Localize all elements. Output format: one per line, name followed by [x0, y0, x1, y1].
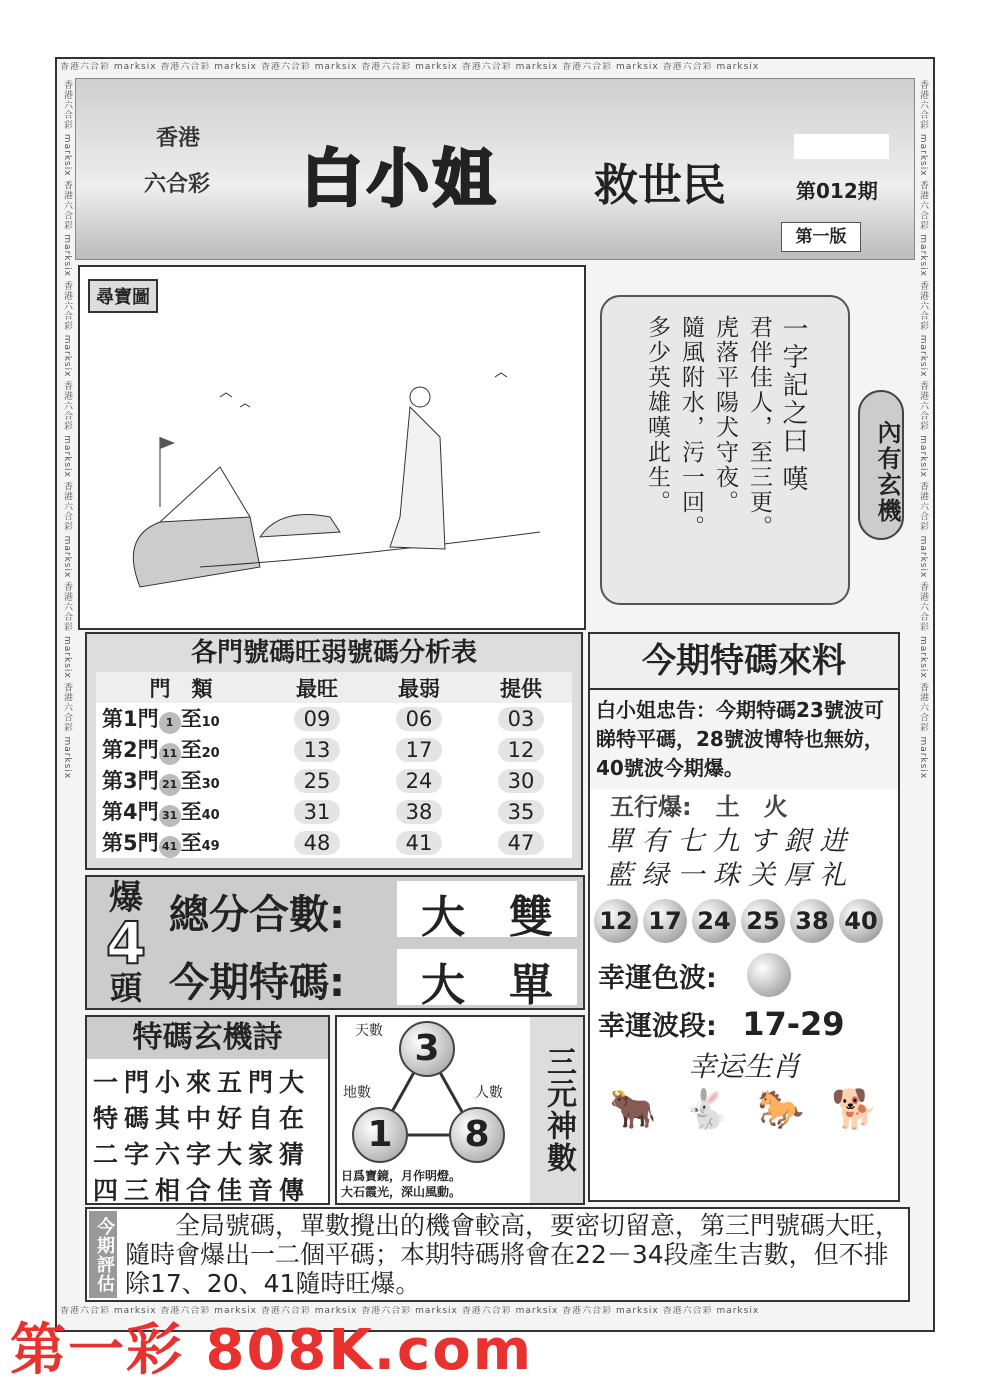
offer-number: 30	[498, 769, 545, 793]
scroll-line: 一字記之曰 嘆	[778, 315, 808, 494]
poem-line	[93, 1171, 310, 1207]
poem-text: 特碼其中好自在	[93, 1104, 311, 1133]
lucky-zodiac-label: 幸运生肖	[687, 1050, 800, 1083]
range-to: 30	[201, 777, 220, 792]
masthead	[75, 78, 915, 260]
special-code-value: 大 單	[397, 949, 577, 1005]
evaluation-panel	[85, 1207, 910, 1302]
number-ball: 40	[839, 899, 883, 943]
lucky-color-label: 幸運色波:	[598, 962, 717, 994]
poem-text: 四三相合佳音傳	[93, 1176, 311, 1205]
poem-grid	[93, 1063, 310, 1207]
picture-label: 尋寶圖	[88, 279, 158, 313]
brand-line2: 六合彩	[144, 172, 211, 197]
cold-number: 06	[396, 707, 443, 731]
cold-number: 41	[396, 831, 443, 855]
lucky-range-label: 幸運波段:	[598, 1011, 717, 1042]
col-header: 最旺	[296, 676, 338, 701]
rabbit-icon: 🐇	[683, 1087, 731, 1131]
lucky-range-value: 17-29	[742, 1005, 845, 1043]
hot-number: 31	[294, 800, 341, 824]
heaven-label: 天數	[355, 1023, 383, 1039]
verse-scroll	[600, 295, 850, 605]
scroll-line: 隨風附水，污一回。	[678, 315, 704, 540]
range-from: 41	[159, 836, 181, 858]
analysis-title: 各門號碼旺弱號碼分析表	[190, 638, 477, 668]
range-from: 31	[159, 805, 181, 827]
triangle-caption: 日爲寶鏡，月作明燈。	[341, 1169, 462, 1183]
hot-number: 25	[294, 769, 341, 793]
cold-number: 17	[396, 738, 443, 762]
treasure-picture	[78, 265, 586, 630]
analysis-table-panel	[85, 632, 583, 870]
bao-label	[91, 879, 161, 1007]
horse-icon: 🐎	[757, 1087, 805, 1131]
to-word: 至	[180, 769, 202, 793]
range-to: 20	[201, 746, 220, 761]
five-elements: 五行爆: 土 火	[610, 793, 788, 821]
evaluation-label: 今期評估	[89, 1211, 117, 1298]
total-sum-label: 總分合數:	[169, 892, 345, 938]
col-header: 提供	[500, 676, 542, 701]
range-from: 11	[159, 743, 181, 765]
number-ball: 38	[790, 899, 834, 943]
to-word: 至	[180, 707, 202, 731]
handwritten-line: 藍 绿 一 珠 关 厚 礼	[606, 860, 847, 891]
offer-number: 47	[498, 831, 545, 855]
offer-number: 03	[498, 707, 545, 731]
brand-line1: 香港	[156, 126, 201, 151]
bao-panel	[85, 875, 585, 1010]
masthead-subtitle: 救世民	[594, 160, 726, 211]
bao-label-bottom: 頭	[109, 969, 142, 1007]
gate-label: 第3門	[102, 769, 159, 793]
special-title: 今期特碼來料	[590, 634, 898, 688]
triangle-panel	[335, 1015, 585, 1205]
triangle-caption: 大石霞光，深山風動。	[341, 1185, 462, 1199]
issue-number: 第012期	[796, 179, 878, 203]
watermark-strip-left: 香港六合彩 marksix 香港六合彩 marksix 香港六合彩 marksix 香港六合彩 marksix 香港六合彩 marksix 香港六合彩 marksix 香港六合彩 marksix	[62, 80, 72, 780]
table-row	[96, 734, 572, 765]
lucky-range-row	[590, 1001, 898, 1050]
number-ball: 12	[594, 899, 638, 943]
bao-label-top: 爆	[109, 878, 143, 918]
poem-line	[93, 1135, 310, 1171]
range-to: 10	[201, 715, 220, 730]
earth-label: 地數	[343, 1085, 371, 1101]
hot-number: 48	[294, 831, 341, 855]
offer-number: 35	[498, 800, 545, 824]
advice-text: 白小姐忠告：今期特碼23號波可睇特平碼，28號波博特也無妨，40號波今期爆。	[590, 688, 898, 789]
to-word: 至	[180, 738, 202, 762]
heaven-number: 3	[399, 1021, 455, 1077]
poem-text: 一門小來五門大	[93, 1068, 311, 1097]
table-row	[96, 765, 572, 796]
range-to: 40	[201, 808, 220, 823]
hot-number: 09	[294, 707, 341, 731]
evaluation-text: 全局號碼，單數攪出的機會較高，要密切留意，第三門號碼大旺，隨時會爆出一二個平碼；本期特碼將會在22－34段產生吉數，但不排除17、20、41隨時旺爆。	[125, 1211, 901, 1298]
number-ball: 24	[692, 899, 736, 943]
three-elements-label: 三元神數	[530, 1017, 583, 1203]
table-row	[96, 796, 572, 827]
lucky-color-ball	[747, 953, 791, 997]
human-number: 8	[449, 1107, 505, 1163]
gate-label: 第1門	[102, 707, 159, 731]
offer-number: 12	[498, 738, 545, 762]
lucky-color-row	[590, 949, 898, 1001]
table-row	[96, 703, 572, 734]
special-panel	[588, 632, 900, 1202]
poem-title: 特碼玄機詩	[87, 1017, 328, 1059]
earth-number: 1	[352, 1107, 408, 1163]
watermark-strip-top: 香港六合彩 marksix 香港六合彩 marksix 香港六合彩 marksix 香港六合彩 marksix 香港六合彩 marksix 香港六合彩 marksix 香港六合彩 marksix	[60, 62, 760, 72]
hidden-secret-badge: 內有玄機	[858, 390, 904, 540]
hot-number: 13	[294, 738, 341, 762]
gate-label: 第5門	[102, 831, 159, 855]
human-label: 人數	[475, 1085, 503, 1101]
poem-text: 二字六字大家猜	[93, 1140, 311, 1169]
to-word: 至	[180, 800, 202, 824]
dog-icon: 🐕	[831, 1087, 879, 1131]
range-from: 1	[159, 712, 181, 734]
bao-label-num: 4	[105, 909, 147, 977]
poem-line	[93, 1099, 310, 1135]
scroll-line: 君伴佳人，至三更。	[746, 315, 772, 540]
cold-number: 24	[396, 769, 443, 793]
handwritten-line: 單 有 七 九 す 銀 进	[606, 826, 847, 857]
col-header: 最弱	[398, 676, 440, 701]
special-code-label: 今期特碼:	[169, 960, 345, 1006]
total-sum-value: 大 雙	[397, 881, 577, 937]
number-ball: 17	[643, 899, 687, 943]
range-to: 49	[201, 839, 220, 854]
range-from: 21	[159, 774, 181, 796]
site-watermark: 第一彩 808K.com	[10, 1318, 534, 1383]
scroll-line: 多少英雄嘆此生。	[644, 315, 670, 515]
scholar-illustration	[100, 317, 560, 617]
issue-blank	[794, 134, 889, 159]
watermark-strip-right: 香港六合彩 marksix 香港六合彩 marksix 香港六合彩 marksix 香港六合彩 marksix 香港六合彩 marksix 香港六合彩 marksix 香港六合彩 marksix	[918, 80, 928, 780]
masthead-title: 白小姐	[301, 142, 500, 215]
cold-number: 38	[396, 800, 443, 824]
scroll-line: 虎落平陽犬守夜。	[712, 315, 738, 515]
zodiac-row	[590, 1084, 898, 1134]
analysis-table	[96, 672, 572, 858]
edition-badge: 第一版	[781, 222, 861, 252]
number-ball: 25	[741, 899, 785, 943]
gate-label: 第2門	[102, 738, 159, 762]
ox-icon: 🐂	[609, 1087, 657, 1131]
poem-line	[93, 1063, 310, 1099]
to-word: 至	[180, 831, 202, 855]
col-header: 門 類	[149, 676, 213, 701]
gate-label: 第4門	[102, 800, 159, 824]
poem-panel	[85, 1015, 330, 1205]
watermark-strip-bottom: 香港六合彩 marksix 香港六合彩 marksix 香港六合彩 marksix 香港六合彩 marksix 香港六合彩 marksix 香港六合彩 marksix 香港六合彩 marksix	[60, 1306, 760, 1316]
table-row	[96, 827, 572, 858]
